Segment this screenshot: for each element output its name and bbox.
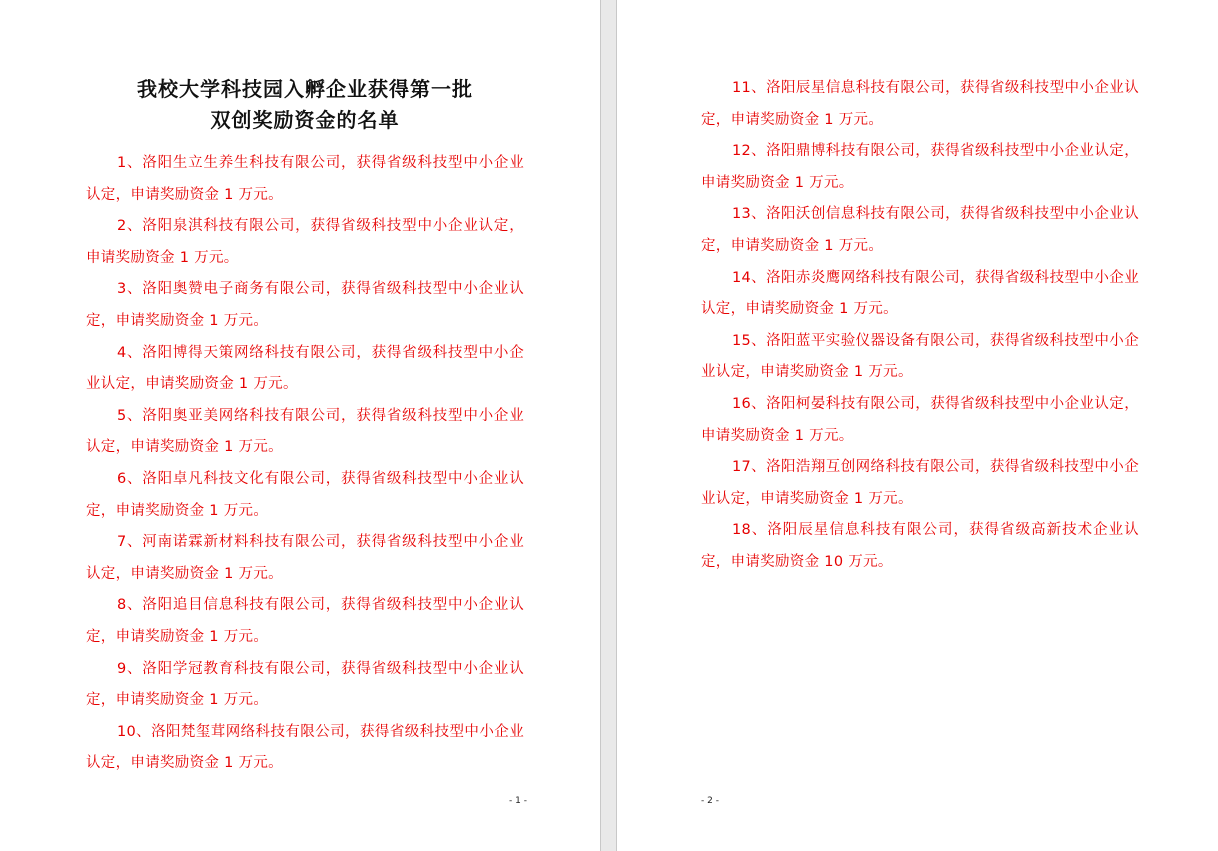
- list-item: 12、洛阳鼎博科技有限公司，获得省级科技型中小企业认定，申请奖励资金 1 万元。: [701, 143, 1139, 191]
- page-2: [616, 0, 1218, 851]
- list-item: 15、洛阳蓝平实验仪器设备有限公司，获得省级科技型中小企业认定，申请奖励资金 1 万元。: [701, 332, 1139, 381]
- list-item: 8、洛阳追目信息科技有限公司，获得省级科技型中小企业认定，申请奖励资金 1 万元。: [86, 597, 524, 645]
- title-line-1: 我校大学科技园入孵企业获得第一批: [137, 77, 473, 101]
- list-item: 18、洛阳辰星信息科技有限公司，获得省级高新技术企业认定，申请奖励资金 10 万元。: [701, 522, 1139, 570]
- list-item: 11、洛阳辰星信息科技有限公司，获得省级科技型中小企业认定，申请奖励资金 1 万元。: [701, 80, 1139, 128]
- list-item: 9、洛阳学冠教育科技有限公司，获得省级科技型中小企业认定，申请奖励资金 1 万元。: [86, 660, 524, 709]
- page-1-entry-list: [86, 148, 524, 780]
- list-item: 14、洛阳赤炎鹰网络科技有限公司，获得省级科技型中小企业认定，申请奖励资金 1 万元。: [701, 269, 1139, 318]
- title-line-2: 双创奖励资金的名单: [210, 108, 400, 132]
- list-item: 16、洛阳柯晏科技有限公司，获得省级科技型中小企业认定，申请奖励资金 1 万元。: [701, 395, 1139, 444]
- page-number: - 1 -: [509, 796, 527, 806]
- page-1: [0, 0, 601, 851]
- page-number: - 2 -: [701, 796, 719, 806]
- list-item: 1、洛阳生立生养生科技有限公司，获得省级科技型中小企业认定，申请奖励资金 1 万元。: [86, 155, 524, 203]
- list-item: 17、洛阳浩翔互创网络科技有限公司，获得省级科技型中小企业认定，申请奖励资金 1 万元。: [701, 459, 1139, 507]
- list-item: 3、洛阳奥赞电子商务有限公司，获得省级科技型中小企业认定，申请奖励资金 1 万元。: [86, 281, 524, 329]
- list-item: 13、洛阳沃创信息科技有限公司，获得省级科技型中小企业认定，申请奖励资金 1 万元。: [701, 206, 1139, 254]
- list-item: 10、洛阳梵玺茸网络科技有限公司，获得省级科技型中小企业认定，申请奖励资金 1 万元。: [86, 723, 524, 772]
- list-item: 7、河南诺霖新材料科技有限公司，获得省级科技型中小企业认定，申请奖励资金 1 万元。: [86, 534, 524, 582]
- list-item: 5、洛阳奥亚美网络科技有限公司，获得省级科技型中小企业认定，申请奖励资金 1 万元。: [86, 407, 524, 456]
- list-item: 6、洛阳卓凡科技文化有限公司，获得省级科技型中小企业认定，申请奖励资金 1 万元。: [86, 470, 524, 519]
- list-item: 2、洛阳泉淇科技有限公司，获得省级科技型中小企业认定，申请奖励资金 1 万元。: [86, 218, 524, 266]
- list-item: 4、洛阳博得天策网络科技有限公司，获得省级科技型中小企业认定，申请奖励资金 1 万元。: [86, 344, 524, 393]
- page-2-entry-list: [701, 73, 1139, 579]
- document-title: [86, 74, 524, 136]
